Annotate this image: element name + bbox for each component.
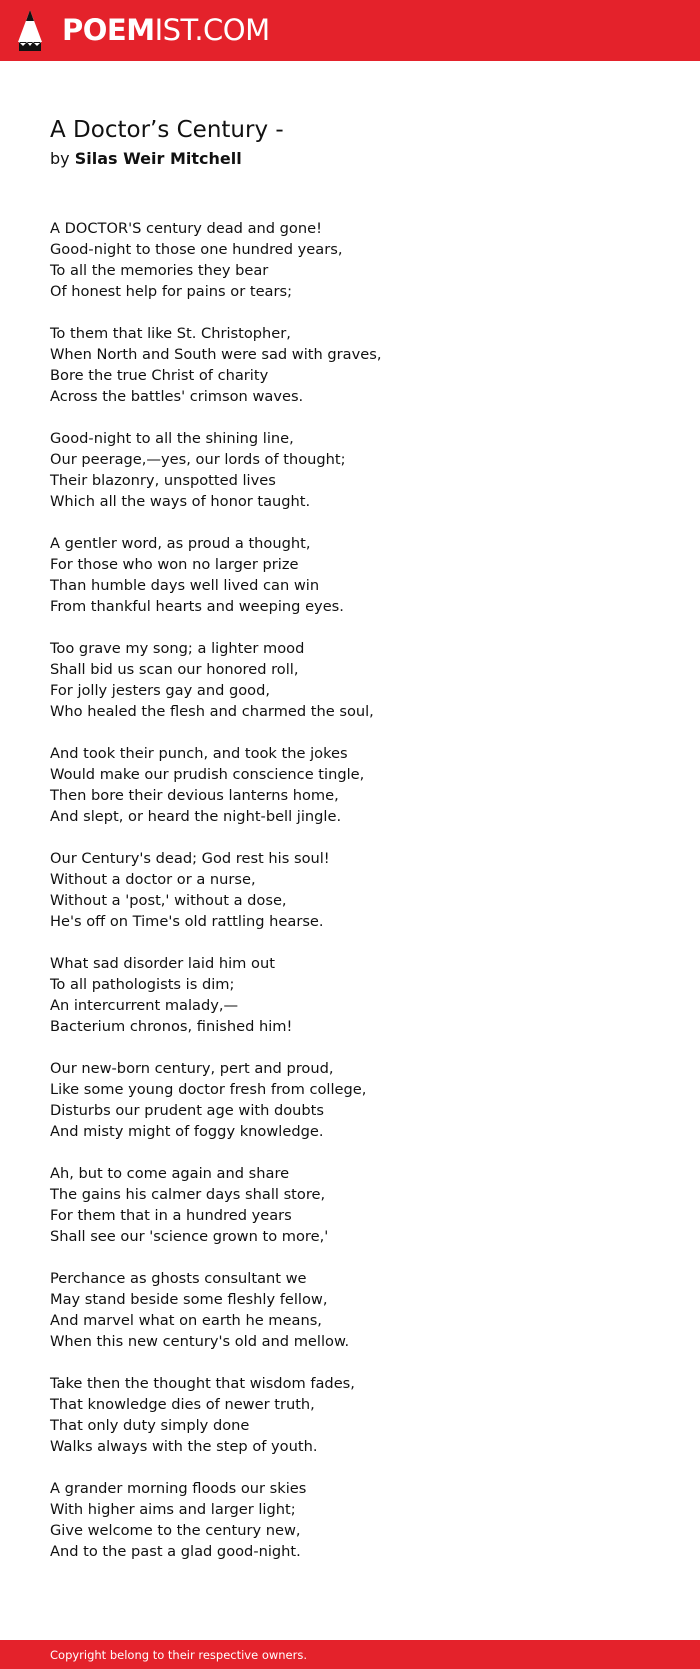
poem-line: A grander morning floods our skies	[50, 1480, 307, 1497]
poem-line: Bacterium chronos, finished him!	[50, 1018, 293, 1035]
poem-title: A Doctor’s Century -	[50, 117, 284, 143]
poem-line: And slept, or heard the night-bell jingle.	[50, 808, 342, 825]
copyright-text: Copyright belong to their respective owners.	[50, 1648, 308, 1662]
poem-line: Then bore their devious lanterns home,	[50, 787, 339, 804]
poem-stanza	[50, 638, 650, 722]
poem-line: Would make our prudish conscience tingle,	[50, 766, 365, 783]
poem-line: Of honest help for pains or tears;	[50, 283, 293, 300]
poem-stanza	[50, 1163, 650, 1247]
poem-stanza	[50, 1268, 650, 1352]
poem-line: Than humble days well lived can win	[50, 577, 320, 594]
poem-line: That knowledge dies of newer truth,	[50, 1396, 315, 1413]
poem-line: Too grave my song; a lighter mood	[50, 640, 305, 657]
poem-line: A DOCTOR'S century dead and gone!	[50, 220, 322, 237]
poem-line: For those who won no larger prize	[50, 556, 299, 573]
poem-line: From thankful hearts and weeping eyes.	[50, 598, 344, 615]
poem-line: When this new century's old and mellow.	[50, 1333, 350, 1350]
poem-line: To them that like St. Christopher,	[50, 325, 291, 342]
poem-stanza	[50, 848, 650, 932]
poem-line: Perchance as ghosts consultant we	[50, 1270, 307, 1287]
poem-line: What sad disorder laid him out	[50, 955, 275, 972]
poem-line: And to the past a glad good-night.	[50, 1543, 301, 1560]
poem-line: Without a 'post,' without a dose,	[50, 892, 287, 909]
poem-line: Shall bid us scan our honored roll,	[50, 661, 299, 678]
poem-line: Our Century's dead; God rest his soul!	[50, 850, 330, 867]
poem-line: Ah, but to come again and share	[50, 1165, 290, 1182]
byline	[50, 148, 242, 170]
poem-line: Their blazonry, unspotted lives	[50, 472, 276, 489]
poem-line: For them that in a hundred years	[50, 1207, 292, 1224]
poem-line: Which all the ways of honor taught.	[50, 493, 311, 510]
poem-line: When North and South were sad with graves,	[50, 346, 382, 363]
poem-line: Without a doctor or a nurse,	[50, 871, 256, 888]
pencil-tip-icon	[16, 9, 44, 52]
poem-line: He's off on Time's old rattling hearse.	[50, 913, 324, 930]
poem-line: To all pathologists is dim;	[50, 976, 235, 993]
poem-line: Our peerage,—yes, our lords of thought;	[50, 451, 346, 468]
poem-line: Bore the true Christ of charity	[50, 367, 269, 384]
site-logo[interactable]	[62, 13, 270, 47]
poem-line: And marvel what on earth he means,	[50, 1312, 322, 1329]
poem-stanza	[50, 1478, 650, 1562]
poem-line: Walks always with the step of youth.	[50, 1438, 318, 1455]
poem-stanza	[50, 1058, 650, 1142]
poem-stanza	[50, 533, 650, 617]
poem-stanza	[50, 1373, 650, 1457]
site-header	[0, 0, 700, 61]
by-label: by	[50, 149, 70, 168]
poem-line: The gains his calmer days shall store,	[50, 1186, 326, 1203]
poem-line: May stand beside some fleshly fellow,	[50, 1291, 328, 1308]
logo-light-text: IST.COM	[154, 13, 270, 47]
poem-stanza	[50, 953, 650, 1037]
poem-line: And took their punch, and took the jokes	[50, 745, 348, 762]
poem-body	[50, 218, 650, 1583]
poem-line: To all the memories they bear	[50, 262, 269, 279]
poem-line: Our new-born century, pert and proud,	[50, 1060, 334, 1077]
poem-line: Good-night to those one hundred years,	[50, 241, 343, 258]
logo-bold-text: POEM	[62, 13, 155, 47]
poem-line: For jolly jesters gay and good,	[50, 682, 270, 699]
poem-line: Across the battles' crimson waves.	[50, 388, 304, 405]
poem-line: Who healed the flesh and charmed the soul,	[50, 703, 374, 720]
poem-line: Take then the thought that wisdom fades,	[50, 1375, 355, 1392]
site-footer	[0, 1640, 700, 1669]
poem-line: With higher aims and larger light;	[50, 1501, 296, 1518]
poem-line: Good-night to all the shining line,	[50, 430, 294, 447]
poem-line: Shall see our 'science grown to more,'	[50, 1228, 329, 1245]
poem-stanza	[50, 218, 650, 302]
poem-stanza	[50, 323, 650, 407]
poem-line: Give welcome to the century new,	[50, 1522, 301, 1539]
poem-line: That only duty simply done	[50, 1417, 250, 1434]
poem-line: Disturbs our prudent age with doubts	[50, 1102, 325, 1119]
author-name: Silas Weir Mitchell	[74, 149, 242, 168]
poem-line: A gentler word, as proud a thought,	[50, 535, 311, 552]
poem-line: An intercurrent malady,—	[50, 997, 239, 1014]
poem-line: And misty might of foggy knowledge.	[50, 1123, 324, 1140]
poem-stanza	[50, 743, 650, 827]
poem-line: Like some young doctor fresh from college,	[50, 1081, 367, 1098]
poem-stanza	[50, 428, 650, 512]
